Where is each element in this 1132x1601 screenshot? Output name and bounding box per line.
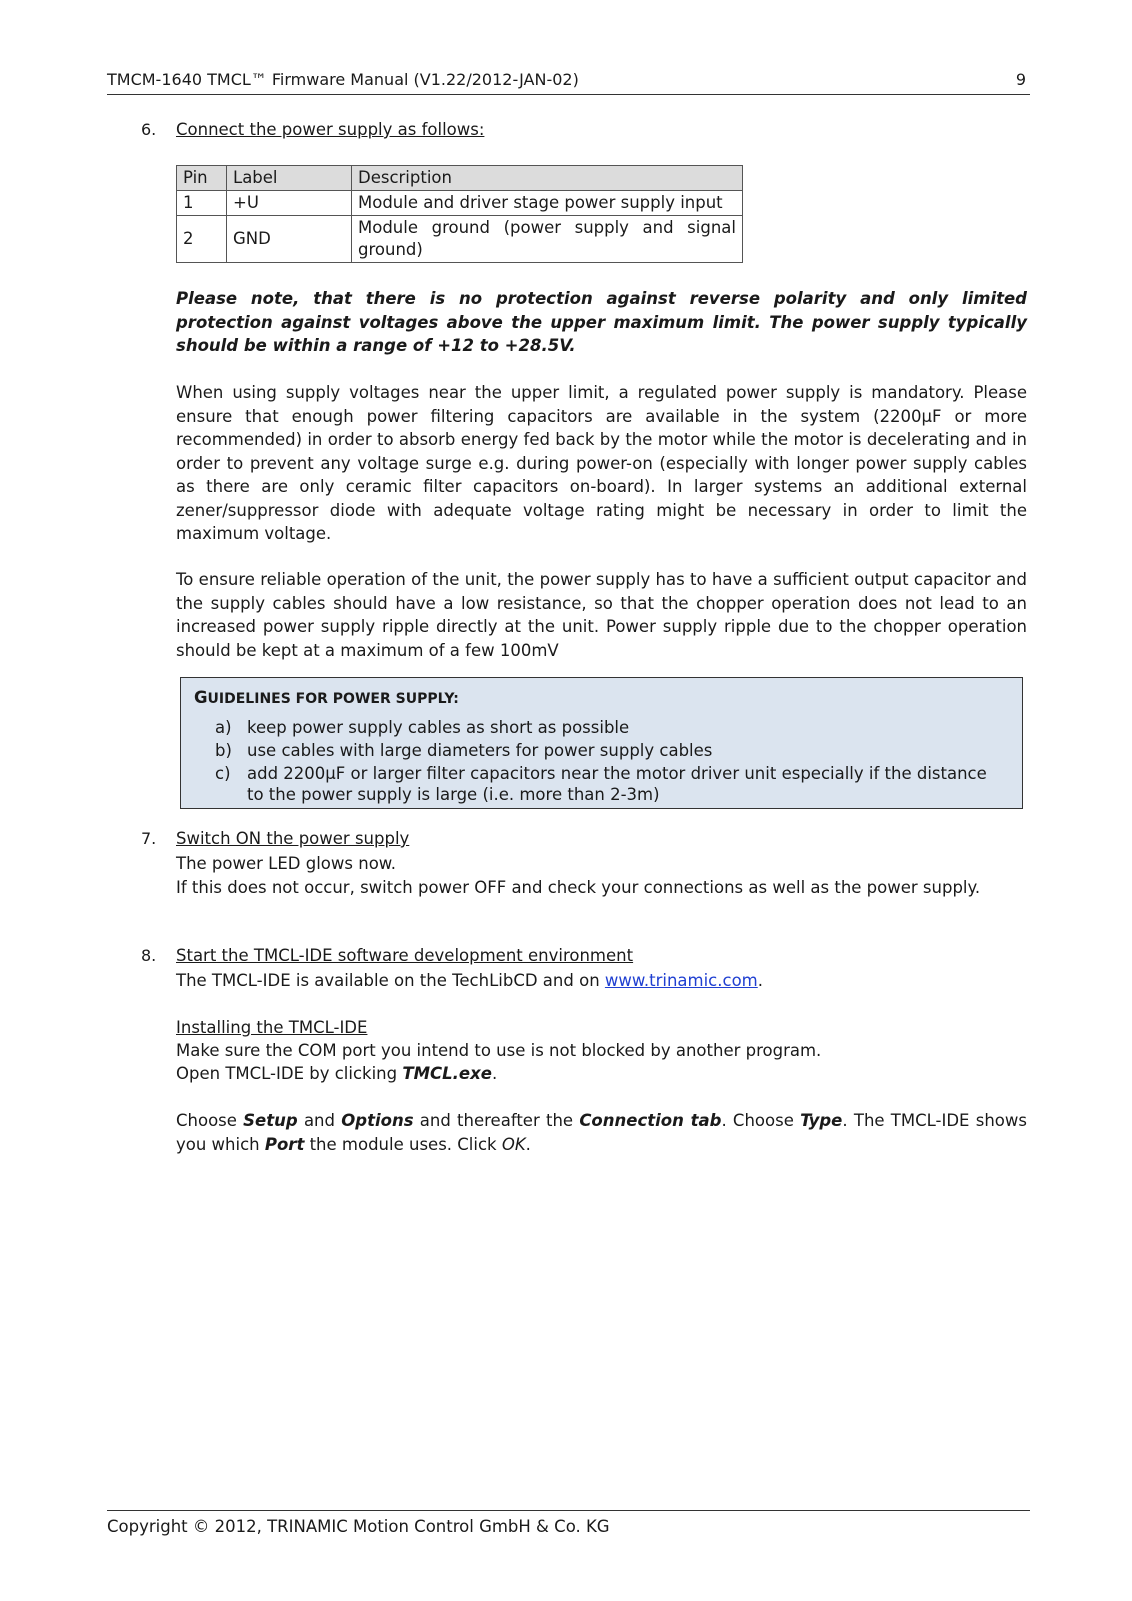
cell-pin: 1	[177, 191, 227, 216]
header-pin: Pin	[177, 166, 227, 191]
cell-label: +U	[227, 191, 352, 216]
document-title: TMCM-1640 TMCL™ Firmware Manual (V1.22/2012-JAN-02)	[107, 70, 579, 89]
reliable-operation-paragraph: To ensure reliable operation of the unit, the power supply has to have a sufficient output capacitor and the supply cables should have a low resistance, so that the chopper operation does not lead to an increased power supply ripple directly at the unit. Power supply ripple due to the chopper operation should be kept at a maximum of a few 100mV	[176, 570, 1027, 660]
step-heading-6: Connect the power supply as follows:	[176, 120, 485, 139]
polarity-warning-note: Please note, that there is no protection against reverse polarity and only limited protection against voltages above the upper maximum limit. The power supply typically should be within a range of +12 to +28.5V.	[176, 289, 1027, 355]
install-heading: Installing the TMCL-IDE	[176, 1018, 368, 1037]
header-description: Description	[352, 166, 743, 191]
trinamic-link[interactable]: www.trinamic.com	[604, 971, 758, 990]
step-number-6: 6.	[141, 120, 157, 139]
step-number-8: 8.	[141, 946, 157, 965]
guidelines-box	[180, 677, 1023, 809]
supply-voltage-paragraph: When using supply voltages near the upper limit, a regulated power supply is mandatory. Please ensure that enough power filtering capacitors are available in the system (2200µF or more recommended) in order to absorb energy fed back by the motor while the motor is decelerating and in order to prevent any voltage surge e.g. during power-on (especially with longer power supply cables as there are only ceramic filter capacitors on-board). In larger systems an additional external zener/suppressor diode with adequate voltage rating might be necessary in order to limit the maximum voltage.	[176, 383, 1027, 543]
table-row	[177, 216, 743, 263]
step-heading-7: Switch ON the power supply	[176, 829, 410, 848]
power-led-text: The power LED glows now.	[176, 854, 397, 873]
power-check-text: If this does not occur, switch power OFF and check your connections as well as the power supply.	[176, 878, 981, 897]
cell-pin: 2	[177, 216, 227, 263]
step-number-7: 7.	[141, 829, 157, 848]
page-header	[107, 68, 1030, 95]
install-text-2: Open TMCL-IDE by clicking TMCL.exe.	[176, 1064, 498, 1083]
cell-description: Module ground (power supply and signal ground)	[352, 216, 743, 263]
install-text-1: Make sure the COM port you intend to use is not blocked by another program.	[176, 1041, 822, 1060]
availability-text: The TMCL-IDE is available on the TechLibCD and on www.trinamic.com.	[176, 971, 763, 990]
table-header-row	[177, 166, 743, 191]
step-heading-8: Start the TMCL-IDE software development environment	[176, 946, 634, 965]
guideline-item: c) add 2200µF or larger filter capacitors near the motor driver unit especially if the distance to the power supply is large (i.e. more than 2-3m)	[215, 764, 987, 804]
guideline-item: a) keep power supply cables as short as possible	[215, 718, 630, 737]
header-label: Label	[227, 166, 352, 191]
cell-description: Module and driver stage power supply input	[352, 191, 743, 216]
table-row	[177, 191, 743, 216]
guideline-item: b) use cables with large diameters for power supply cables	[215, 741, 713, 760]
page-footer	[107, 1510, 1030, 1536]
pin-table	[176, 165, 743, 263]
cell-label: GND	[227, 216, 352, 263]
guidelines-heading: GUIDELINES FOR POWER SUPPLY:	[194, 688, 459, 707]
page-number: 9	[1015, 70, 1026, 89]
copyright-text: Copyright © 2012, TRINAMIC Motion Control GmbH & Co. KG	[107, 1517, 610, 1536]
connection-instructions: Choose Setup and Options and thereafter the Connection tab. Choose Type. The TMCL-IDE shows you which Port the module uses. Click OK.	[176, 1111, 1027, 1154]
